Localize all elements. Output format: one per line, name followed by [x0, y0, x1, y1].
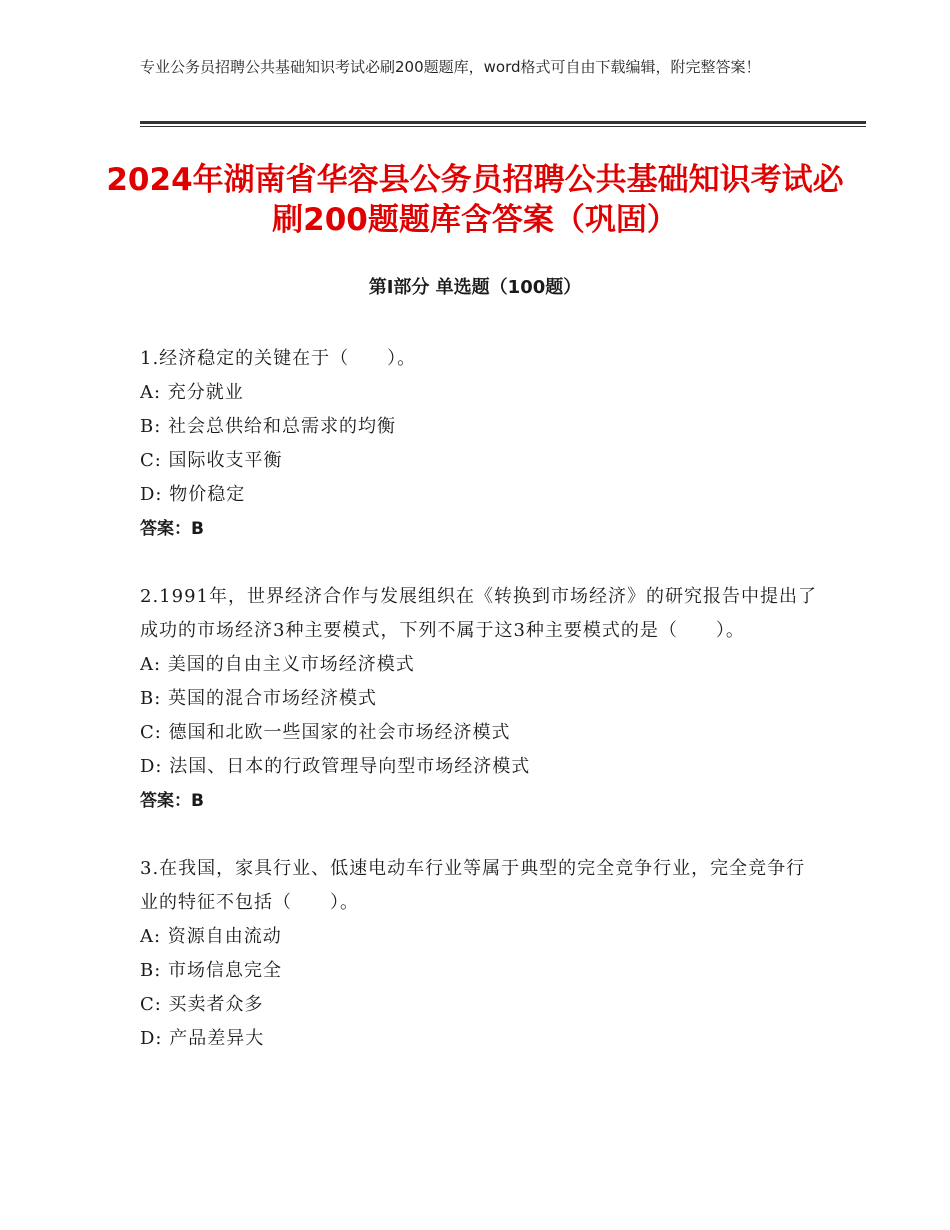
answer: 答案：B: [140, 791, 204, 811]
question-stem: 1.经济稳定的关键在于（ ）。: [140, 348, 417, 369]
option-b: B: 社会总供给和总需求的均衡: [140, 416, 397, 437]
option-c: C: 德国和北欧一些国家的社会市场经济模式: [140, 722, 511, 743]
section-title: 第Ⅰ部分 单选题（100题）: [368, 277, 582, 298]
answer: 答案：B: [140, 519, 204, 539]
document-title: 2024年湖南省华容县公务员招聘公共基础知识考试必刷200题题库含答案（巩固）: [106, 162, 844, 238]
question-list: [140, 342, 820, 1090]
question-1: [140, 342, 820, 546]
option-c: C: 国际收支平衡: [140, 450, 283, 471]
option-a: A: 美国的自由主义市场经济模式: [140, 654, 415, 675]
header-divider-thin: [140, 126, 866, 127]
question-2: [140, 580, 820, 818]
header-divider-thick: [140, 121, 866, 124]
question-stem: 3.在我国，家具行业、低速电动车行业等属于典型的完全竞争行业，完全竞争行业的特征不包括（ ）。: [140, 858, 806, 913]
option-c: C: 买卖者众多: [140, 994, 264, 1015]
question-3: [140, 852, 820, 1056]
option-a: A: 充分就业: [140, 382, 244, 403]
option-a: A: 资源自由流动: [140, 926, 282, 947]
option-b: B: 英国的混合市场经济模式: [140, 688, 378, 709]
option-b: B: 市场信息完全: [140, 960, 283, 981]
question-stem: 2.1991年，世界经济合作与发展组织在《转换到市场经济》的研究报告中提出了成功的市场经济3种主要模式，下列不属于这3种主要模式的是（ ）。: [140, 586, 817, 641]
option-d: D: 法国、日本的行政管理导向型市场经济模式: [140, 756, 531, 777]
option-d: D: 物价稳定: [140, 484, 246, 505]
header-note: 专业公务员招聘公共基础知识考试必刷200题题库，word格式可自由下载编辑，附完整答案！: [140, 58, 761, 76]
option-d: D: 产品差异大: [140, 1028, 265, 1049]
